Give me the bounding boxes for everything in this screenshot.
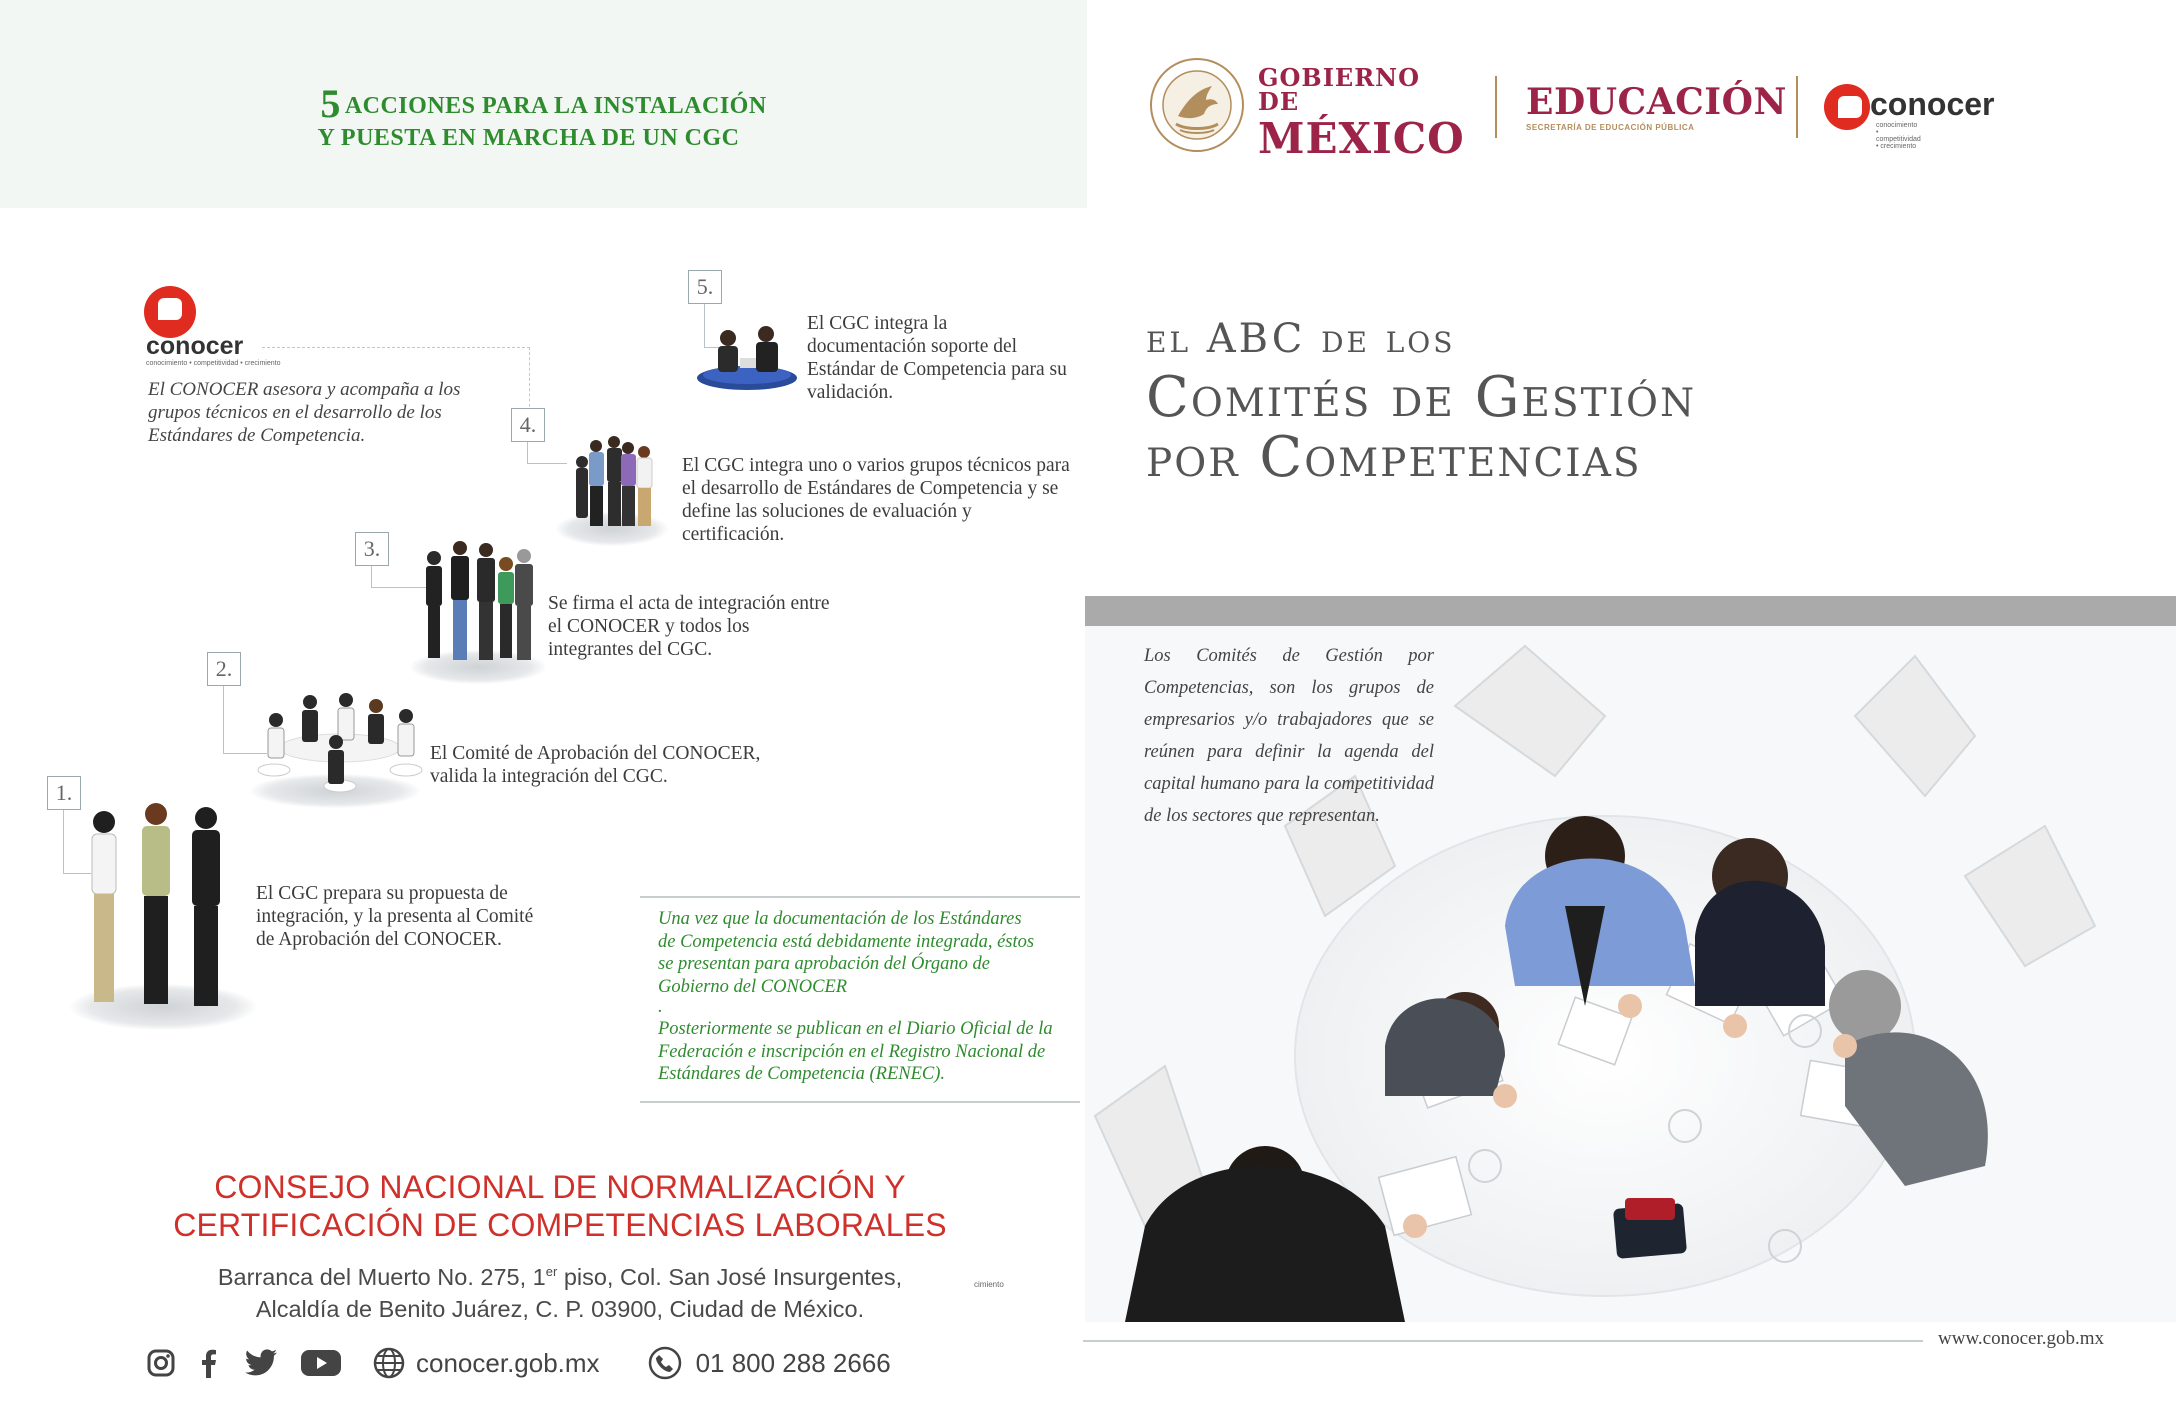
conocer-logo-mark — [144, 286, 196, 338]
instagram-icon[interactable] — [146, 1348, 176, 1378]
organization-name-line-1: CONSEJO NACIONAL DE NORMALIZACIÓN Y — [214, 1169, 906, 1205]
address-line-1-b: piso, Col. San José Insurgentes, — [557, 1263, 903, 1290]
cover-title-line-1: el ABC de los — [1146, 316, 1456, 362]
step-4-illustration — [566, 428, 666, 538]
phone-number[interactable]: 01 800 288 2666 — [695, 1347, 891, 1378]
footer-website[interactable]: www.conocer.gob.mx — [1938, 1328, 2105, 1349]
step-4-text: El CGC integra uno o varios grupos técnicos para el desarrollo de Estándares de Competencia y se define las soluciones de evaluación y certificación. — [682, 455, 1070, 545]
step-3-illustration — [420, 536, 540, 672]
step-3-text: Se firma el acta de integración entre el CONOCER y todos los integrantes del CGC. — [548, 593, 830, 660]
step-2-number: 2. — [207, 652, 241, 686]
conocer-logo-header-mark — [1824, 84, 1870, 130]
cover-title-line-3: por Competencias — [1146, 425, 1642, 490]
conocer-logo-tagline: conocimiento • competitividad • crecimiento — [146, 360, 281, 367]
tiny-note: cimiento — [974, 1280, 1004, 1289]
note-separator: . — [658, 997, 663, 1017]
section-title — [0, 81, 1087, 154]
globe-icon — [372, 1346, 406, 1380]
educacion-subtitle: SECRETARÍA DE EDUCACIÓN PÚBLICA — [1526, 123, 1695, 132]
organization-name — [60, 1168, 1060, 1244]
step-1-illustration — [78, 796, 238, 1016]
address-line-2: Alcaldía de Benito Juárez, C. P. 03900, Ciudad de México. — [255, 1295, 865, 1322]
conocer-description: El CONOCER asesora y acompaña a los grupos técnicos en el desarrollo de los Estándares de Competencia. — [148, 379, 461, 446]
step-2-illustration — [250, 686, 430, 806]
gobierno-line-2: MÉXICO — [1258, 114, 1465, 163]
conocer-logo-wordmark: conocer — [146, 332, 244, 360]
note-paragraph-2: Posteriormente se publican en el Diario Oficial de la Federación e inscripción en el Registro Nacional de Estándares de Competencia (RENEC). — [658, 1019, 1053, 1084]
intro-paragraph: Los Comités de Gestión por Competencias, son los grupos de empresarios y/o trabajadores que se reúnen para definir la agenda del capital humano para la competitividad de los sectores que representan. — [1144, 646, 1434, 826]
bottom-rule — [1083, 1340, 1923, 1342]
title-line-2: Y PUESTA EN MARCHA DE UN CGC — [317, 125, 740, 151]
conocer-logo — [144, 286, 196, 338]
gobierno-de-mexico-logo — [1258, 63, 1465, 163]
cover-title-main — [1146, 365, 1697, 490]
contact-row — [146, 1343, 891, 1383]
note-paragraph-1: Una vez que la documentación de los Estándares de Competencia está debidamente integrada, éstos se presentan para aprobación del Órgano de Gobierno del CONOCER — [658, 909, 1035, 997]
logo-divider — [1796, 76, 1798, 138]
website-link[interactable]: conocer.gob.mx — [416, 1347, 600, 1378]
phone-icon — [648, 1346, 682, 1380]
title-line-1: ACCIONES PARA LA INSTALACIÓN — [344, 93, 767, 119]
mexico-seal-icon — [1148, 56, 1246, 154]
step-5-text: El CGC integra la documentación soporte del Estándar de Competencia para su validación. — [807, 313, 1067, 403]
title-number: 5 — [320, 81, 341, 126]
address-line-1 — [60, 1256, 1060, 1293]
educacion-logo — [1526, 81, 1787, 132]
address-line-1-a: Barranca del Muerto No. 275, 1 — [217, 1263, 546, 1290]
step-4-leader — [527, 442, 567, 464]
step-4-number: 4. — [511, 408, 545, 442]
step-5-number: 5. — [688, 270, 722, 304]
gobierno-line-1: GOBIERNO DE — [1258, 63, 1420, 116]
address-ordinal: er — [545, 1264, 558, 1279]
note-box — [640, 896, 1080, 1103]
step-1-text: El CGC prepara su propuesta de integración, y la presenta al Comité de Aprobación del CONOCER. — [256, 883, 534, 950]
step-3-leader — [371, 566, 427, 588]
gray-bar — [1085, 596, 2176, 626]
step-5-illustration — [694, 322, 800, 394]
twitter-icon[interactable] — [244, 1348, 278, 1378]
step-1-number: 1. — [47, 776, 81, 810]
conocer-logo-header-tag: conocimiento • competitividad • crecimiento — [1876, 122, 1921, 150]
logo-divider — [1495, 76, 1497, 138]
conocer-logo-header — [1824, 84, 1870, 130]
step-3-number: 3. — [355, 532, 389, 566]
youtube-icon[interactable] — [300, 1348, 342, 1378]
cover-title-line-2: Comités de Gestión — [1146, 365, 1697, 430]
step-2-text: El Comité de Aprobación del CONOCER, valida la integración del CGC. — [430, 743, 761, 787]
cover-title — [1146, 316, 1696, 488]
address — [60, 1256, 1060, 1325]
conocer-logo-header-word: conocer — [1870, 86, 1995, 122]
facebook-icon[interactable] — [198, 1348, 218, 1378]
educacion-word: EDUCACIÓN — [1526, 81, 1787, 123]
organization-name-line-2: CERTIFICACIÓN DE COMPETENCIAS LABORALES — [173, 1207, 947, 1243]
